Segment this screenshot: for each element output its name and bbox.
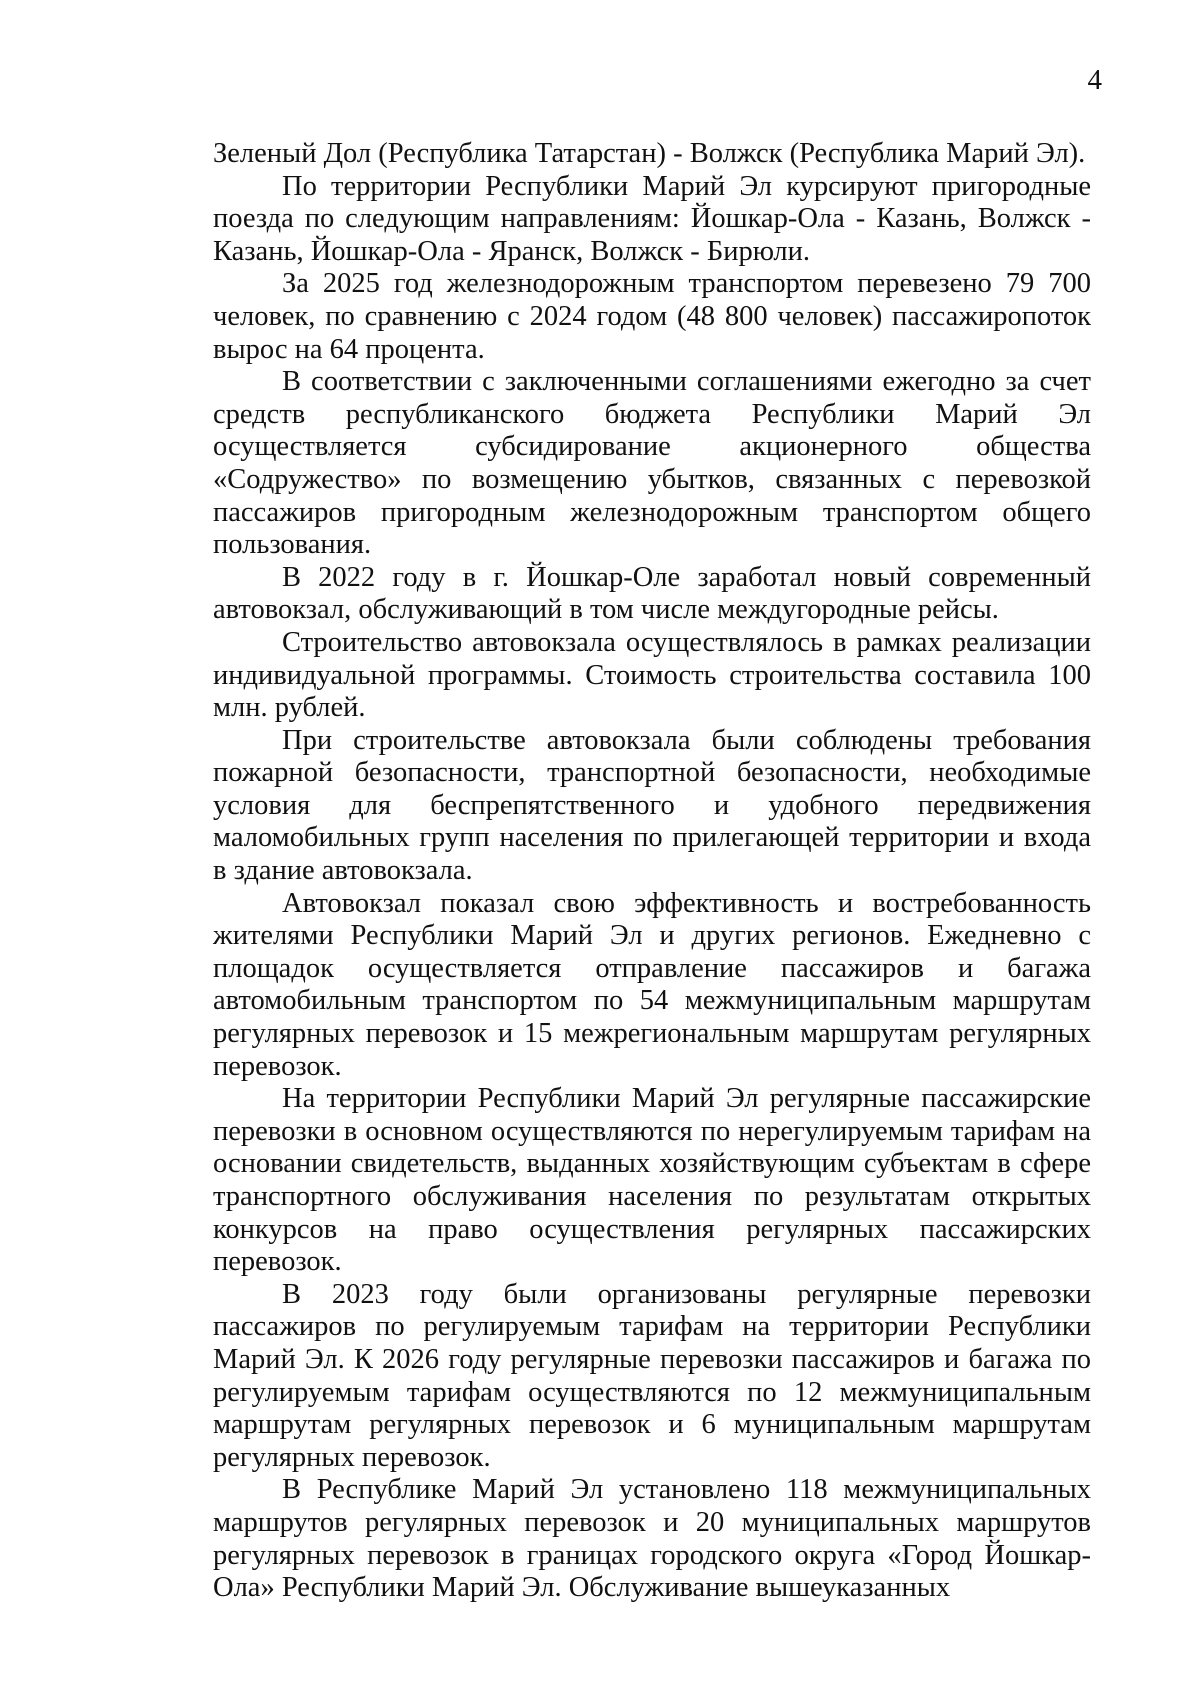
paragraph-routes-count: В Республике Марий Эл установлено 118 межмуниципальных маршрутов регулярных перевозок и 20 муниципальных маршрутов регулярных перевозок в границах городского округа «Город Йошкар-Ола» Республики Марий Эл. Обслуживание вышеуказанных [213,1474,1091,1604]
paragraph-regulated-tariffs: В 2023 году были организованы регулярные перевозки пассажиров по регулируемым тарифам на территории Республики Марий Эл. К 2026 году регулярные перевозки пассажиров и багажа по регулируемым тарифам осуществляются по 12 межмуниципальным маршрутам регулярных перевозок и 6 муниципальным маршрутам регулярных перевозок. [213,1278,1091,1473]
paragraph-safety-requirements: При строительстве автовокзала были соблюдены требования пожарной безопасности, транспортной безопасности, необходимые условия для беспрепятственного и удобного передвижения маломобильных групп населения по прилегающей территории и входа в здание автовокзала. [213,724,1091,887]
document-body [213,138,1091,1605]
paragraph-rail-passenger-stats: За 2025 год железнодорожным транспортом перевезено 79 700 человек, по сравнению с 2024 годом (48 800 человек) пассажиропоток вырос на 64 процента. [213,268,1091,365]
paragraph-construction-cost: Строительство автовокзала осуществлялось в рамках реализации индивидуальной программы. Стоимость строительства составила 100 млн. рублей. [213,626,1091,724]
page-number: 4 [1087,64,1102,96]
paragraph-subsidy: В соответствии с заключенными соглашениями ежегодно за счет средств республиканского бюджета Республики Марий Эл осуществляется субсидирование акционерного общества «Содружество» по возмещению убытков, связанных с перевозкой пассажиров пригородным железнодорожным транспортом общего пользования. [213,366,1091,561]
paragraph-new-bus-station: В 2022 году в г. Йошкар-Оле заработал новый современный автовокзал, обслуживающий в том числе междугородные рейсы. [213,561,1091,626]
paragraph-continuation: Зеленый Дол (Республика Татарстан) - Волжск (Республика Марий Эл). [213,138,1086,169]
paragraph-suburban-trains: По территории Республики Марий Эл курсируют пригородные поезда по следующим направлениям: Йошкар-Ола - Казань, Волжск - Казань, Йошкар-Ола - Яранск, Волжск - Бирюли. [213,170,1091,267]
paragraph-unregulated-tariffs: На территории Республики Марий Эл регулярные пассажирские перевозки в основном осуществляются по нерегулируемым тарифам на основании свидетельств, выданных хозяйствующим субъектам в сфере транспортного обслуживания населения по результатам открытых конкурсов на право осуществления регулярных пассажирских перевозок. [213,1083,1091,1278]
paragraph-bus-station-efficiency: Автовокзал показал свою эффективность и востребованность жителями Республики Марий Эл и других регионов. Ежедневно с площадок осуществляется отправление пассажиров и багажа автомобильным транспортом по 54 межмуниципальным маршрутам регулярных перевозок и 15 межрегиональным маршрутам регулярных перевозок. [213,887,1091,1082]
